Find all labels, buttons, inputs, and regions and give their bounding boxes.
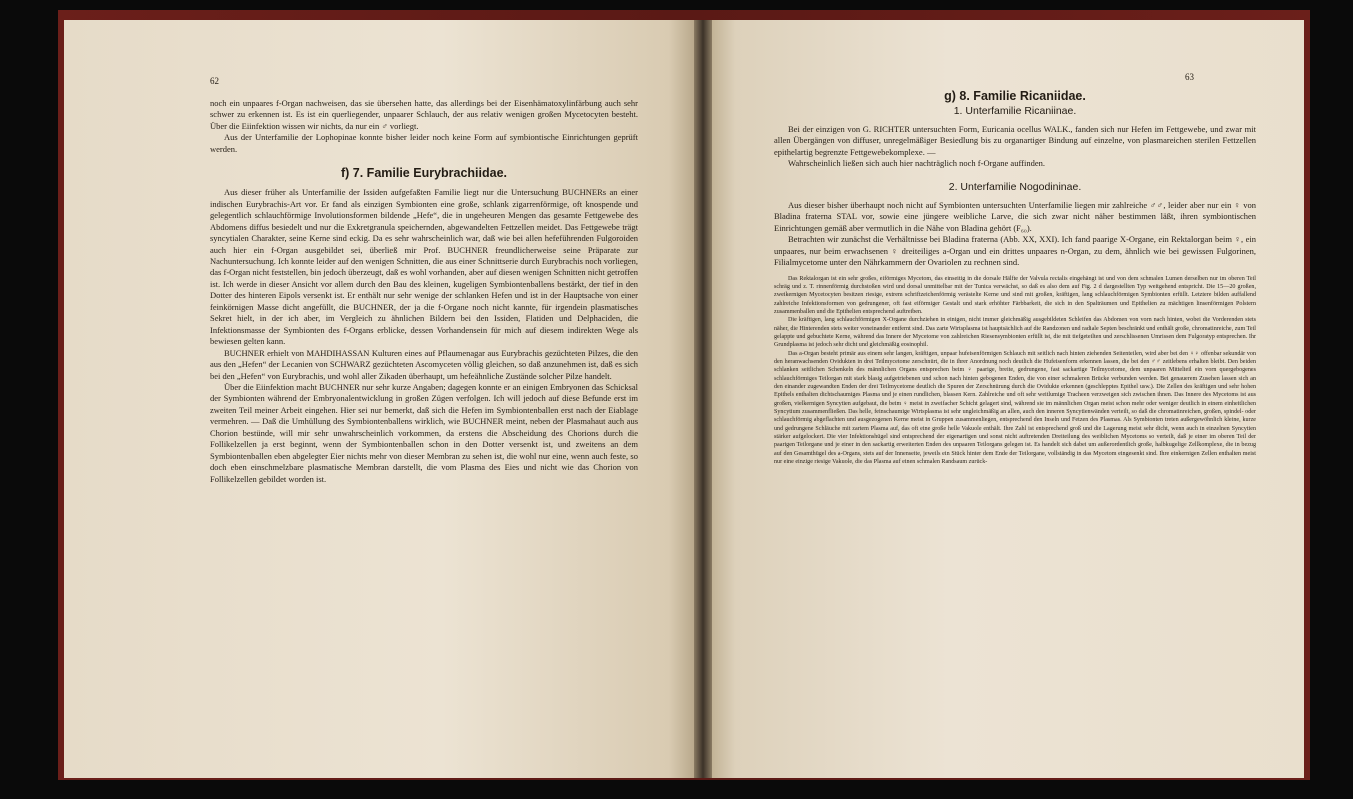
paragraph-rektalorgan: Das Rektalorgan ist ein sehr großes, eiförmiges Mycetom, das einseitig in die dorsale Hälfte der Valvula rectalis eingehängt ist und von dem schmalen Lumen derselben nur im oberen Teil schräg und z. T. rinnenförmig durchstoßen wird und dorsal unmittelbar mit der Tunica verwächst, so daß es also dem auf Fig. 2 d dargestellten Typ weitgehend entspricht. Die 15—20 großen, zweikernigen Mycetocyten besitzen riesige, extrem schriftzeichenförmig verästelte Kerne und sind mit großen, kräftigen, lang schlauchförmigen Symbionten erfüllt. Letztere bilden auffallend zahlreiche Infektionsformen von gedrungener, oft fast eiförmiger Gestalt und stark erhöhter Färbbarkeit, die sich in den Spalträumen und Epithelien zu mächtigen linsenförmigen Polstern zusammenballen und die Epithelien entsprechend auftreiben. <box>774 275 1256 315</box>
paragraph-a-organ: Das a-Organ besteht primär aus einem sehr langen, kräftigen, unpaar hufeisenförmigen Schlauch mit seitlich nach hinten ziehenden Seitenteilen, wird aber bei den ♀♀ offenbar sekundär von den heranwachsenden Ovidukten in drei Teilmycetome zerschnürt, die in ihrer Anordnung noch deutlich die Hufeisenform erkennen lassen, die bei den ♂♂ zeitlebens erhalten bleibt. Den beiden schlanken seitlichen Schenkeln des männlichen Organs entsprechen beim ♀ paarige, breite, gedrungene, fast sackartige Teilmycetome, dem unpaaren Mittelteil ein vorn quergebogenes schlauchförmiges Teilorgan mit stark blasig aufgetriebenen und schon nach hinten gebogenen Enden, die von einer schmaleren Brücke verbunden werden. Bei genauerem Zusehen lassen sich an den einander zugewandten Enden der drei Teilmycetome deutlich die Spuren der Zerschnürung durch die Ovidukte erkennen (geschlepptes Epithel usw.). Die Zellen des kräftigen und sehr hohen Epithels enthalten dichtschaumiges Plasma und je einen rundlichen, blassen Kern. Zahlreiche und oft sehr weitlumige Tracheen verzweigen sich zwischen ihnen. Das Innere des Mycetoms ist aus großen, vielkernigen Syncytien aufgebaut, die beim ♀ meist in zweifacher Schicht gelagert sind, während sie im männlichen Organ meist schon mehr oder weniger deutlich in einem einheitlichen Syncytium zusammenfließen. Das helle, feinschaumige Wirtsplasma ist sehr ungleichmäßig an allen, auch den inneren Syncytienwänden verteilt, so daß die chromatinreichen, großen, spindel- oder schlauchförmig abgeflachten und ausgezogenen Kerne meist in Gruppen zusammenliegen, entsprechend den Inseln und Fetzen des Plasmas. Als Symbionten treten außergewöhnlich kleine, kurze und gedrungene Schläuche mit zartem Plasma auf, das oft eine große helle Vakuole enthält. Ihre Zahl ist entsprechend groß und die Lagerung meist sehr dicht, wenn auch in einzelnen Syncytien stärker aufgelockert. Die vier Infektionshügel sind entsprechend der eigenartigen und sonst nicht auftretenden Dreiteilung des weiblichen Mycetoms so verteilt, daß je einer im oberen Teil der paarigen Teilorgane und je einer in den sackartig erweiterten Enden des unpaaren Teilorgans gelegen ist. Es handelt sich dabei um außerordentlich große, halbkugelige Zellkomplexe, die in bezug auf den Gesamthügel des a-Organs, stets auf der Innenseite, jeweils ein Stück hinter dem Ende der Teilorgane, vollständig in das Mycetom eingesenkt sind. Ihre einkernigen Zellen enthalten meist nur eine einzige riesige Vakuole, die das Plasma auf einen schmalen Randsaum zurück- <box>774 350 1256 466</box>
paragraph-eurybrachis: Aus dieser früher als Unterfamilie der Issiden aufgefaßten Familie liegt nur die Untersuchung BUCHNERs an einer indischen Eurybrachis-Art vor. Er fand als einzigen Symbionten eine große, schlank zigarrenförmige, oft knospende und gelegentlich schlauchförmige Involutionsformen bildende „Hefe“, die in ungeheuren Mengen das gesamte Fettgewebe des Abdomens diffus besiedelt und nur die Exkretgranula speichernden, abgewandelten Fettzellen meidet. Das Fettgewebe trägt syncytialen Charakter, seine Kerne sind eckig. Da es sehr wahrscheinlich war, daß wie bei allen hefeführenden Fulgoroiden auch hier ein f-Organ ausgebildet sei, überließ mir Prof. BUCHNER freundlicherweise seine Präparate zur Nachuntersuchung. Ich konnte leider auf den wenigen Schnitten, die aus einer Schnittserie durch Eurybrachis noch vorliegen, das f-Organ nicht feststellen, bin jedoch überzeugt, daß es wohl vorhanden, aber auf diesen wenigen Schnitten nicht getroffen ist. Ich werde in dieser Ansicht vor allem durch den Bau des kleinen, kugeligen Symbiontenballens bestärkt, der tief in den Dotter des hinteren Eipols versenkt ist. Er enthält nur sehr wenige der schlanken Hefen und ist in der Hauptsache von einer feinkörnigen Masse dicht angefüllt, die BUCHNER, der ja die f-Organe noch nicht kannte, für irgendein plasmatisches Sekret hielt, in der ich aber, im Vergleich zu ähnlichen Bildern bei den Issiden, Flatiden und Delphaciden, die Infektionsmasse der Symbionten des f-Organs erblicke, dessen Vorhandensein für mich auf diesem indirekten Wege als bewiesen gelten kann. <box>210 187 638 347</box>
right-page <box>712 20 1304 778</box>
subsection-heading: 2. Unterfamilie Nogodininae. <box>948 180 1082 193</box>
text-column <box>210 98 638 485</box>
section-heading: g) 8. Familie Ricaniidae. <box>944 89 1086 103</box>
section-heading: f) 7. Familie Eurybrachiidae. <box>340 166 508 181</box>
page-number: 62 <box>210 76 219 86</box>
paragraph-eiinfektion: Über die Eiinfektion macht BUCHNER nur sehr kurze Angaben; dagegen konnte er an einigen Embryonen das Schicksal der Symbionten während der Embryonalentwicklung in großen Zügen verfolgen. Ich will jedoch auf diese Befunde erst im zweiten Teil meiner Arbeit eingehen. Hier sei nur bemerkt, daß sich die Hefen im Symbiontenballen erst nach der Eiablage vermehren. — Daß die Umhüllung des Symbiontenballens wirklich, wie BUCHNER meint, neben der Plasmahaut auch aus Chorion bestünde, will mir sehr unwahrscheinlich vorkommen, da erstens die Abscheidung des Chorions durch die Follikelzellen ja erst beginnt, wenn der Symbiontenballen schon in den Dotter versenkt ist, und zweitens an dem Symbiontenballen eben abgelegter Eier nichts mehr von dieser Membran zu sehen ist, die wohl nur eine, wenn auch feste, so doch eben einschmelzbare plasmatische Membran darstellt, die vom Plasma des Eies und nicht wie das Chorion von Follikelzellen gebildet worden ist. <box>210 381 638 484</box>
book-gutter <box>694 20 712 778</box>
paragraph-ricaniinae: Bei der einzigen von G. RICHTER untersuchten Form, Euricania ocellus WALK., fanden sich nur Hefen im Fettgewebe, und zwar mit allen Übergängen von diffuser, unregelmäßiger Besiedlung bis zu organartiger Bindung auf einzelne, von plasmareichen sterilen Fettzellen epithelartig begrenzte Fettgewebekomplexe. — <box>774 124 1256 157</box>
subsection-heading: 1. Unterfamilie Ricaniinae. <box>953 105 1077 117</box>
paragraph-cultures: BUCHNER erhielt von MAHDIHASSAN Kulturen eines auf Pflaumenagar aus Eurybrachis gezüchteten Pilzes, die den aus den „Hefen“ der Lecanien von SCHWARZ gezüchteten Ascomyceten völlig gleichen, so daß anzunehmen ist, daß es sich bei den „Hefen“ von Eurybrachis, und wohl aller Zikaden überhaupt, um hefeähnliche Zustände solcher Pilze handelt. <box>210 347 638 381</box>
text-column <box>774 88 1256 466</box>
paragraph-lophopinae: Aus der Unterfamilie der Lophopinae konnte bisher leider noch keine Form auf symbiontische Einrichtungen geprüft werden. <box>210 132 638 154</box>
paragraph-f-organe: Wahrscheinlich ließen sich auch hier nachträglich noch f-Organe auffinden. <box>788 158 1045 169</box>
paragraph-intro: noch ein unpaares f-Organ nachweisen, das sie übersehen hatte, das allerdings bei der Eisenhämatoxylinfärbung auch sehr schwer zu erkennen ist. Es ist ein querliegender, unpaarer Schlauch, der aus relativ wenigen großen Mycetocyten besteht. Über die Eiinfektion wissen wir nichts, da nur ein ♂ vorliegt. <box>210 98 638 131</box>
left-page <box>64 20 694 778</box>
paragraph-nogodininae: Aus dieser bisher überhaupt noch nicht auf Symbionten untersuchten Unterfamilie liegen mir zahlreiche ♂♂, leider aber nur ein ♀ von Bladina fraterna STAL vor, sowie eine jüngere weibliche Larve, die sich zwar nicht näher bestimmen läßt, ihren symbiontischen Einrichtungen gemäß aber vermutlich in die Nähe von Bladina gehört (F₆₀). <box>774 199 1256 233</box>
paragraph-x-organe: Die kräftigen, lang schlauchförmigen X-Organe durchziehen in einigen, nicht immer gleichmäßig ausgebildeten Schleifen das Abdomen von vorn nach hinten, wobei die Vorderenden stets näher, die Hinterenden stets weiter voneinander entfernt sind. Das zarte Wirtsplasma ist hauptsächlich auf die Randzonen und radiale Septen beschränkt und enthält große, chromatinreiche, zum Teil gelappte und gebuchtete Kerne, während das Innere der Mycetome von zahlreichen Riesensymbionten erfüllt ist, die mit tiefgeteilten und zerschlissenen Umrissen dem Fulgoratyp entsprechen. Ihr Grundplasma ist jedoch sehr dicht und gleichmäßig eosinophil. <box>774 317 1256 349</box>
paragraph-bladina: Betrachten wir zunächst die Verhältnisse bei Bladina fraterna (Abb. XX, XXI). Ich fand paarige X-Organe, ein Rektalorgan beim ♀, ein unpaares, nur beim erwachsenen ♀ dreiteiliges a-Organ und ein drittes unpaares n-Organ, zu dem, ähnlich wie bei gewissen Fulgorinen, Filialmycetome unter den Nährkammern der Ovariolen zu rechnen sind. <box>774 234 1256 268</box>
page-number: 63 <box>1185 72 1194 82</box>
